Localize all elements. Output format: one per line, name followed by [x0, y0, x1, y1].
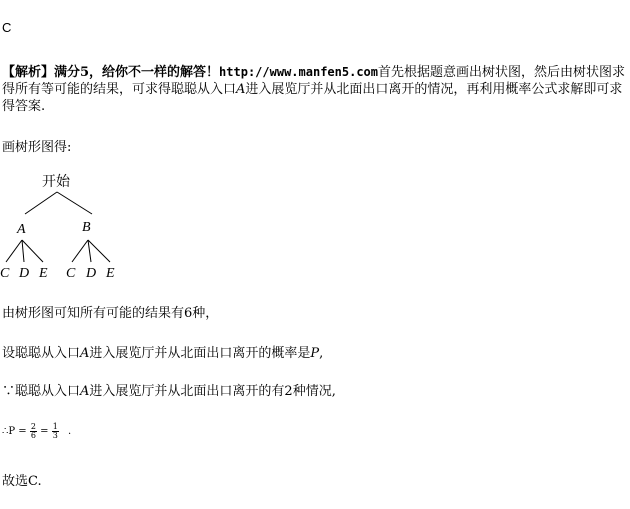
- tree-edge-b-e: [88, 240, 110, 262]
- tree-edge-b-d: [88, 240, 91, 262]
- favorable-var-a: A: [80, 384, 90, 399]
- definition-var-p: P: [310, 346, 320, 361]
- formula-equals: =: [40, 426, 49, 437]
- favorable-text-2: 进入展览厅并从北面出口离开的有: [89, 384, 285, 399]
- tree-edge-root-b: [57, 192, 92, 214]
- conclusion-suffix: .: [37, 474, 42, 489]
- tree-leaf-c2: C: [66, 266, 76, 281]
- tree-leaf-e2: E: [106, 266, 115, 281]
- draw-tree-label: 画树形图得:: [2, 140, 72, 155]
- tree-edge-b-c: [72, 240, 88, 262]
- tree-leaf-d2: D: [86, 266, 97, 281]
- outcomes-count-line: [2, 302, 218, 321]
- favorable-suffix: 种情况,: [292, 384, 336, 399]
- tree-edge-a-d: [22, 240, 24, 262]
- fraction-denominator-1: 6: [30, 431, 36, 440]
- analysis-text-1: 首先根据题意画出树状图，然后由树状图求得所有等可能的结果，可求得聪聪从入口: [2, 65, 626, 97]
- formula-end: .: [67, 426, 72, 437]
- outcomes-text: 由树形图可知所有可能的结果有: [2, 306, 185, 321]
- tree-edge-a-c: [6, 240, 22, 262]
- fraction-denominator-2: 3: [52, 431, 58, 440]
- favorable-cases-line: [2, 380, 336, 399]
- conclusion-choice: C: [28, 474, 38, 489]
- fraction-1-3: [52, 423, 59, 440]
- tree-leaf-d1: D: [19, 266, 30, 281]
- tree-edge-a-e: [22, 240, 43, 262]
- probability-definition-line: [2, 342, 323, 361]
- fraction-numerator-2: 1: [52, 422, 58, 431]
- conclusion-text: 故选: [2, 474, 29, 489]
- tree-leaf-e1: E: [39, 266, 48, 281]
- definition-suffix: ,: [319, 346, 324, 361]
- tree-diagram: [0, 170, 140, 285]
- tree-edge-root-a: [25, 192, 57, 214]
- analysis-paragraph: [2, 64, 628, 115]
- tree-leaf-c1: C: [0, 266, 10, 281]
- definition-var-a: A: [80, 346, 90, 361]
- conclusion-line: [2, 470, 42, 489]
- fraction-numerator-1: 2: [30, 422, 36, 431]
- tree-node-a: A: [17, 222, 26, 237]
- outcomes-number: 6: [184, 306, 193, 321]
- fraction-2-6: [30, 423, 37, 440]
- definition-text-1: 设聪聪从入口: [2, 346, 81, 361]
- definition-text-2: 进入展览厅并从北面出口离开的概率是: [89, 346, 311, 361]
- outcomes-suffix: 种，: [192, 306, 219, 321]
- analysis-var-a: A: [236, 82, 246, 97]
- tree-root: 开始: [42, 175, 70, 190]
- source-url: http://www.manfen5.com: [219, 65, 378, 79]
- analysis-text-2: 进入展览厅并从北面出口离开的情况，再利用概率公式求解即可求得答案.: [2, 82, 623, 114]
- answer-letter: C: [2, 20, 12, 35]
- analysis-heading: 【解析】满分5，给你不一样的解答！: [2, 65, 220, 80]
- favorable-number: 2: [284, 384, 293, 399]
- favorable-text-1: ∵聪聪从入口: [2, 384, 81, 399]
- formula-prefix: ∴P =: [2, 426, 27, 437]
- probability-formula: [2, 423, 71, 440]
- tree-node-b: B: [82, 220, 91, 235]
